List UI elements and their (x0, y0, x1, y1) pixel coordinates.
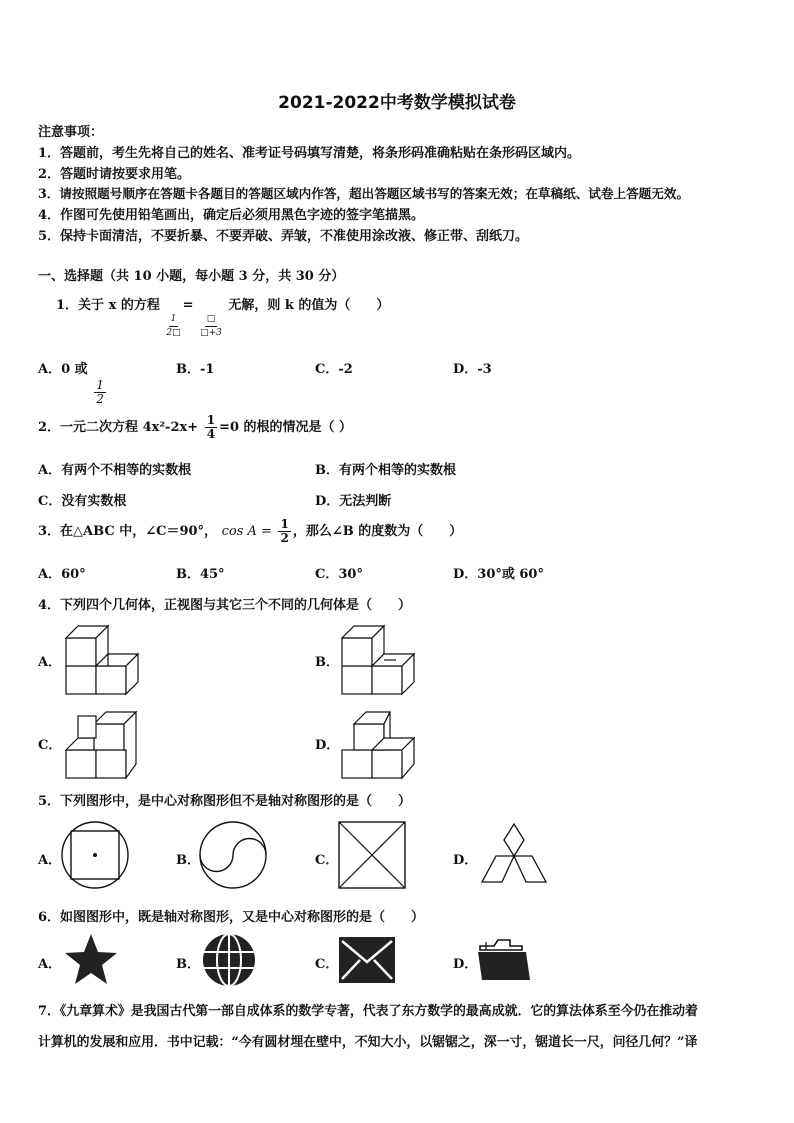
q6-option-c[interactable]: C． (315, 957, 339, 972)
question-7-line-1: 7．《九章算术》是我国古代第一部自成体系的数学专著，代表了东方数学的最高成就．它的算法体系至今仍在推动着 (38, 1004, 698, 1019)
q6-option-b[interactable]: B． (176, 957, 200, 972)
q1-frac-1: $\frac{1}{2□}$ (166, 314, 181, 338)
question-5: 5．下列图形中，是中心对称图形但不是轴对称图形的是（ ） (38, 794, 412, 809)
q3-option-c[interactable]: C．30° (315, 567, 363, 582)
q5-option-d[interactable]: D． (453, 853, 478, 868)
q4-solid-a-figure (64, 620, 144, 696)
q3-option-b[interactable]: B．45° (176, 567, 225, 582)
q6-option-a[interactable]: A． (38, 957, 62, 972)
q1-option-a-frac: $\frac{1}{2}$ (96, 378, 104, 406)
question-2: 2．一元二次方程 4x²-2x+ $\frac{1}{4}$ =0 的根的情况是（ ） (38, 413, 353, 441)
question-7-line-2: 计算机的发展和应用．书中记载：“今有圆材埋在壁中，不知大小，以锯锯之，深一寸，锯道长一尺，问径几何？”译 (38, 1035, 698, 1050)
q5-three-diamonds-figure (476, 822, 552, 888)
page-title: 2021-2022中考数学模拟试卷 (278, 93, 516, 113)
q1-option-d[interactable]: D．-3 (453, 362, 492, 377)
q6-envelope-icon (338, 936, 396, 984)
question-1: 1．关于 x 的方程 $\frac{1}{2□}$ = $\frac{□}{□+3}$ 无解，则 k 的值为（ ） (56, 298, 390, 338)
q1-prefix: 1．关于 x 的方程 (56, 298, 160, 313)
q4-solid-c-figure (64, 702, 144, 782)
q5-option-b[interactable]: B． (176, 853, 200, 868)
q4-solid-b-figure (340, 620, 420, 696)
q5-circle-square-figure (60, 820, 130, 890)
notice-item-3: 3．请按照题号顺序在答题卡各题目的答题区域内作答，超出答题区域书写的答案无效；在草稿纸、试卷上答题无效。 (38, 186, 690, 201)
q3-option-a[interactable]: A．60° (38, 567, 86, 582)
q5-option-c[interactable]: C． (315, 853, 339, 868)
q3-option-d[interactable]: D．30°或 60° (453, 567, 544, 582)
notice-item-1: 1．答题前，考生先将自己的姓名、准考证号码填写清楚，将条形码准确粘贴在条形码区域内。 (38, 146, 581, 161)
q5-yin-yang-figure (198, 820, 268, 890)
q1-frac-2: $\frac{□}{□+3}$ (200, 314, 222, 338)
q2-option-c[interactable]: C．没有实数根 (38, 494, 127, 509)
q4-option-d[interactable]: D． (315, 738, 340, 753)
notice-item-2: 2．答题时请按要求用笔。 (38, 167, 191, 182)
q5-option-a[interactable]: A． (38, 853, 62, 868)
q1-suffix: 无解，则 k 的值为（ ） (228, 298, 390, 313)
notice-item-4: 4．作图可先使用铅笔画出，确定后必须用黑色字迹的签字笔描黑。 (38, 208, 425, 223)
q2-option-b[interactable]: B．有两个相等的实数根 (315, 463, 456, 478)
q1-option-c[interactable]: C．-2 (315, 362, 353, 377)
q4-solid-d-figure (340, 702, 420, 782)
section-heading: 一、选择题（共 10 小题，每小题 3 分，共 30 分） (38, 269, 345, 284)
q1-option-b[interactable]: B．-1 (176, 362, 215, 377)
q5-square-x-figure (338, 821, 406, 889)
q6-folder-icon (476, 936, 532, 984)
question-4: 4．下列四个几何体，正视图与其它三个不同的几何体是（ ） (38, 598, 412, 613)
q6-star-icon (62, 932, 120, 988)
q6-globe-icon (200, 932, 258, 988)
q2-option-d[interactable]: D．无法判断 (315, 494, 392, 509)
q4-option-b[interactable]: B． (315, 655, 339, 670)
q6-option-d[interactable]: D． (453, 957, 478, 972)
q4-option-c[interactable]: C． (38, 738, 62, 753)
q4-option-a[interactable]: A． (38, 655, 62, 670)
question-3: 3．在△ABC 中，∠C＝90°， cos A = $\frac{1}{2}$ ，那么∠B 的度数为（ ） (38, 517, 463, 545)
notice-item-5: 5．保持卡面清洁，不要折暴、不要弄破、弄皱，不准使用涂改液、修正带、刮纸刀。 (38, 229, 529, 244)
question-6: 6．如图图形中，既是轴对称图形，又是中心对称图形的是（ ） (38, 910, 425, 925)
q1-option-a[interactable]: A．0 或 $\frac{1}{2}$ (38, 362, 104, 406)
q2-option-a[interactable]: A．有两个不相等的实数根 (38, 463, 192, 478)
q3-frac: $\frac{1}{2}$ (280, 517, 289, 545)
q2-frac: $\frac{1}{4}$ (206, 413, 216, 441)
notice-heading: 注意事项： (38, 125, 104, 140)
